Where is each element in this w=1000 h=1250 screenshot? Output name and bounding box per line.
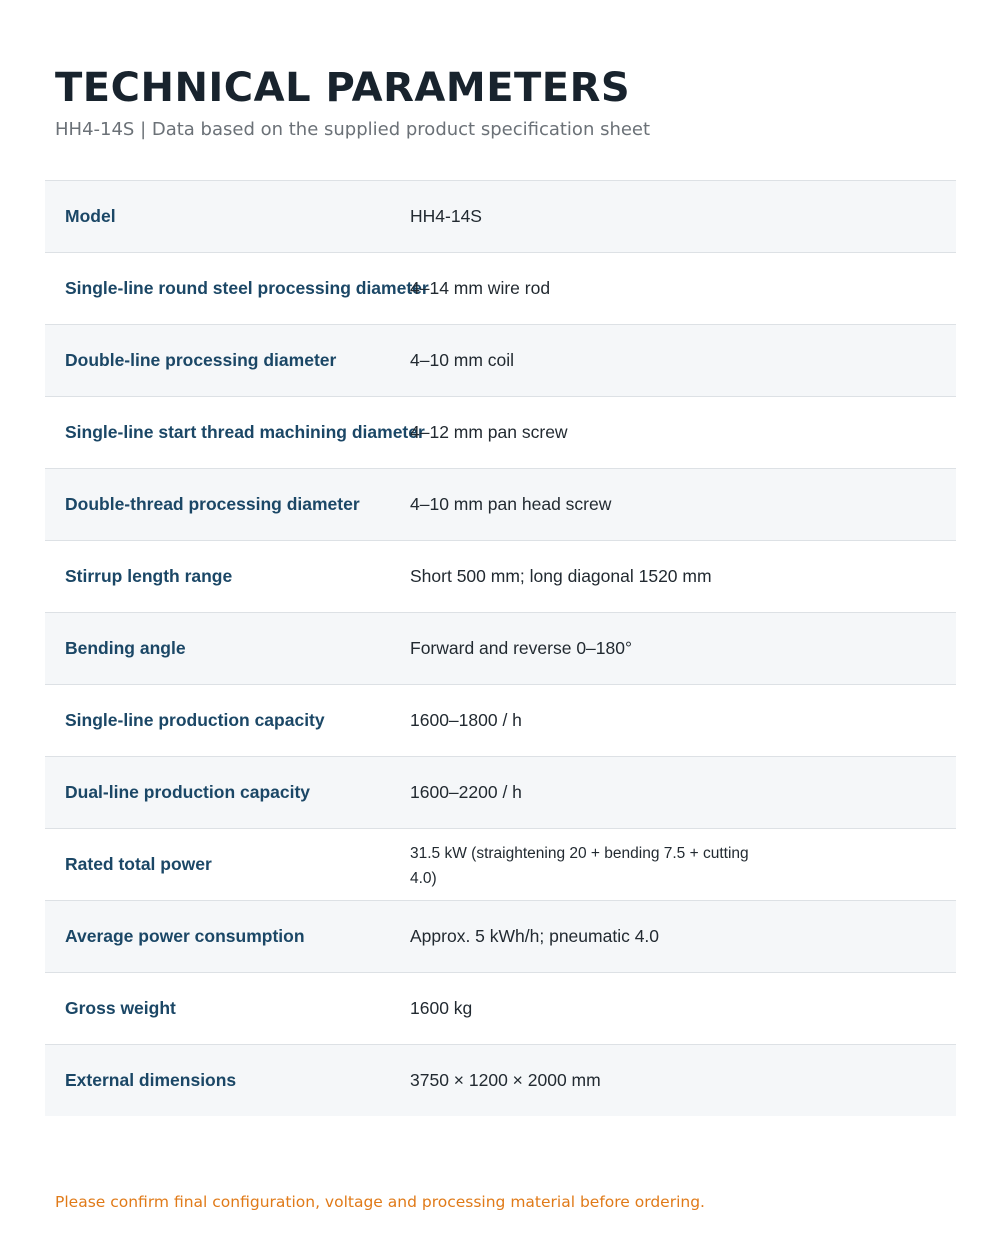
spec-label: Dual-line production capacity	[65, 782, 311, 802]
spec-value: Short 500 mm; long diagonal 1520 mm	[410, 566, 712, 586]
spec-value: 3750 × 1200 × 2000 mm	[410, 1070, 601, 1090]
spec-label: Double-thread processing diameter	[65, 494, 360, 514]
spec-row-single-line-capacity	[45, 685, 956, 757]
spec-label: Single-line production capacity	[65, 710, 325, 730]
spec-value: 1600–2200 / h	[410, 782, 522, 802]
spec-label: Gross weight	[65, 998, 176, 1018]
spec-label: Average power consumption	[65, 926, 305, 946]
spec-label: Double-line processing diameter	[65, 350, 337, 370]
order-note: Please confirm final configuration, voltage and processing material before ordering.	[55, 1193, 705, 1211]
spec-row-stirrup-length	[45, 541, 956, 613]
spec-row-single-line-diameter	[45, 253, 956, 325]
spec-value: 4–14 mm wire rod	[410, 278, 551, 298]
spec-label: Single-line round steel processing diameter	[65, 278, 429, 298]
spec-row-rated-power	[45, 829, 956, 901]
spec-row-external-dimensions	[45, 1045, 956, 1116]
spec-label: Model	[65, 206, 116, 226]
spec-value: Approx. 5 kWh/h; pneumatic 4.0	[410, 926, 660, 946]
spec-row-dual-line-capacity	[45, 757, 956, 829]
spec-value: 4–12 mm pan screw	[410, 422, 568, 442]
spec-value: 4–10 mm pan head screw	[410, 494, 612, 514]
spec-value: HH4-14S	[410, 206, 482, 226]
page-subtitle: HH4-14S | Data based on the supplied product specification sheet	[55, 119, 651, 140]
spec-label: External dimensions	[65, 1070, 237, 1090]
spec-value: Forward and reverse 0–180°	[410, 638, 632, 658]
spec-label: Rated total power	[65, 854, 212, 874]
spec-row-single-thread-diameter	[45, 397, 956, 469]
spec-value: 1600 kg	[410, 998, 473, 1018]
spec-value: 1600–1800 / h	[410, 710, 522, 730]
spec-label: Stirrup length range	[65, 566, 233, 586]
spec-row-gross-weight	[45, 973, 956, 1045]
spec-label: Bending angle	[65, 638, 186, 658]
spec-row-double-thread-diameter	[45, 469, 956, 541]
spec-table	[45, 180, 956, 1116]
spec-value: 31.5 kW (straightening 20 + bending 7.5 + cutting 4.0)	[410, 845, 749, 887]
spec-label: Single-line start thread machining diameter	[65, 422, 425, 442]
page-title: TECHNICAL PARAMETERS	[55, 65, 631, 111]
page-header	[55, 62, 650, 142]
spec-row-double-line-diameter	[45, 325, 956, 397]
spec-row-bending-angle	[45, 613, 956, 685]
spec-row-model	[45, 181, 956, 253]
spec-value: 4–10 mm coil	[410, 350, 515, 370]
spec-row-power-consumption	[45, 901, 956, 973]
